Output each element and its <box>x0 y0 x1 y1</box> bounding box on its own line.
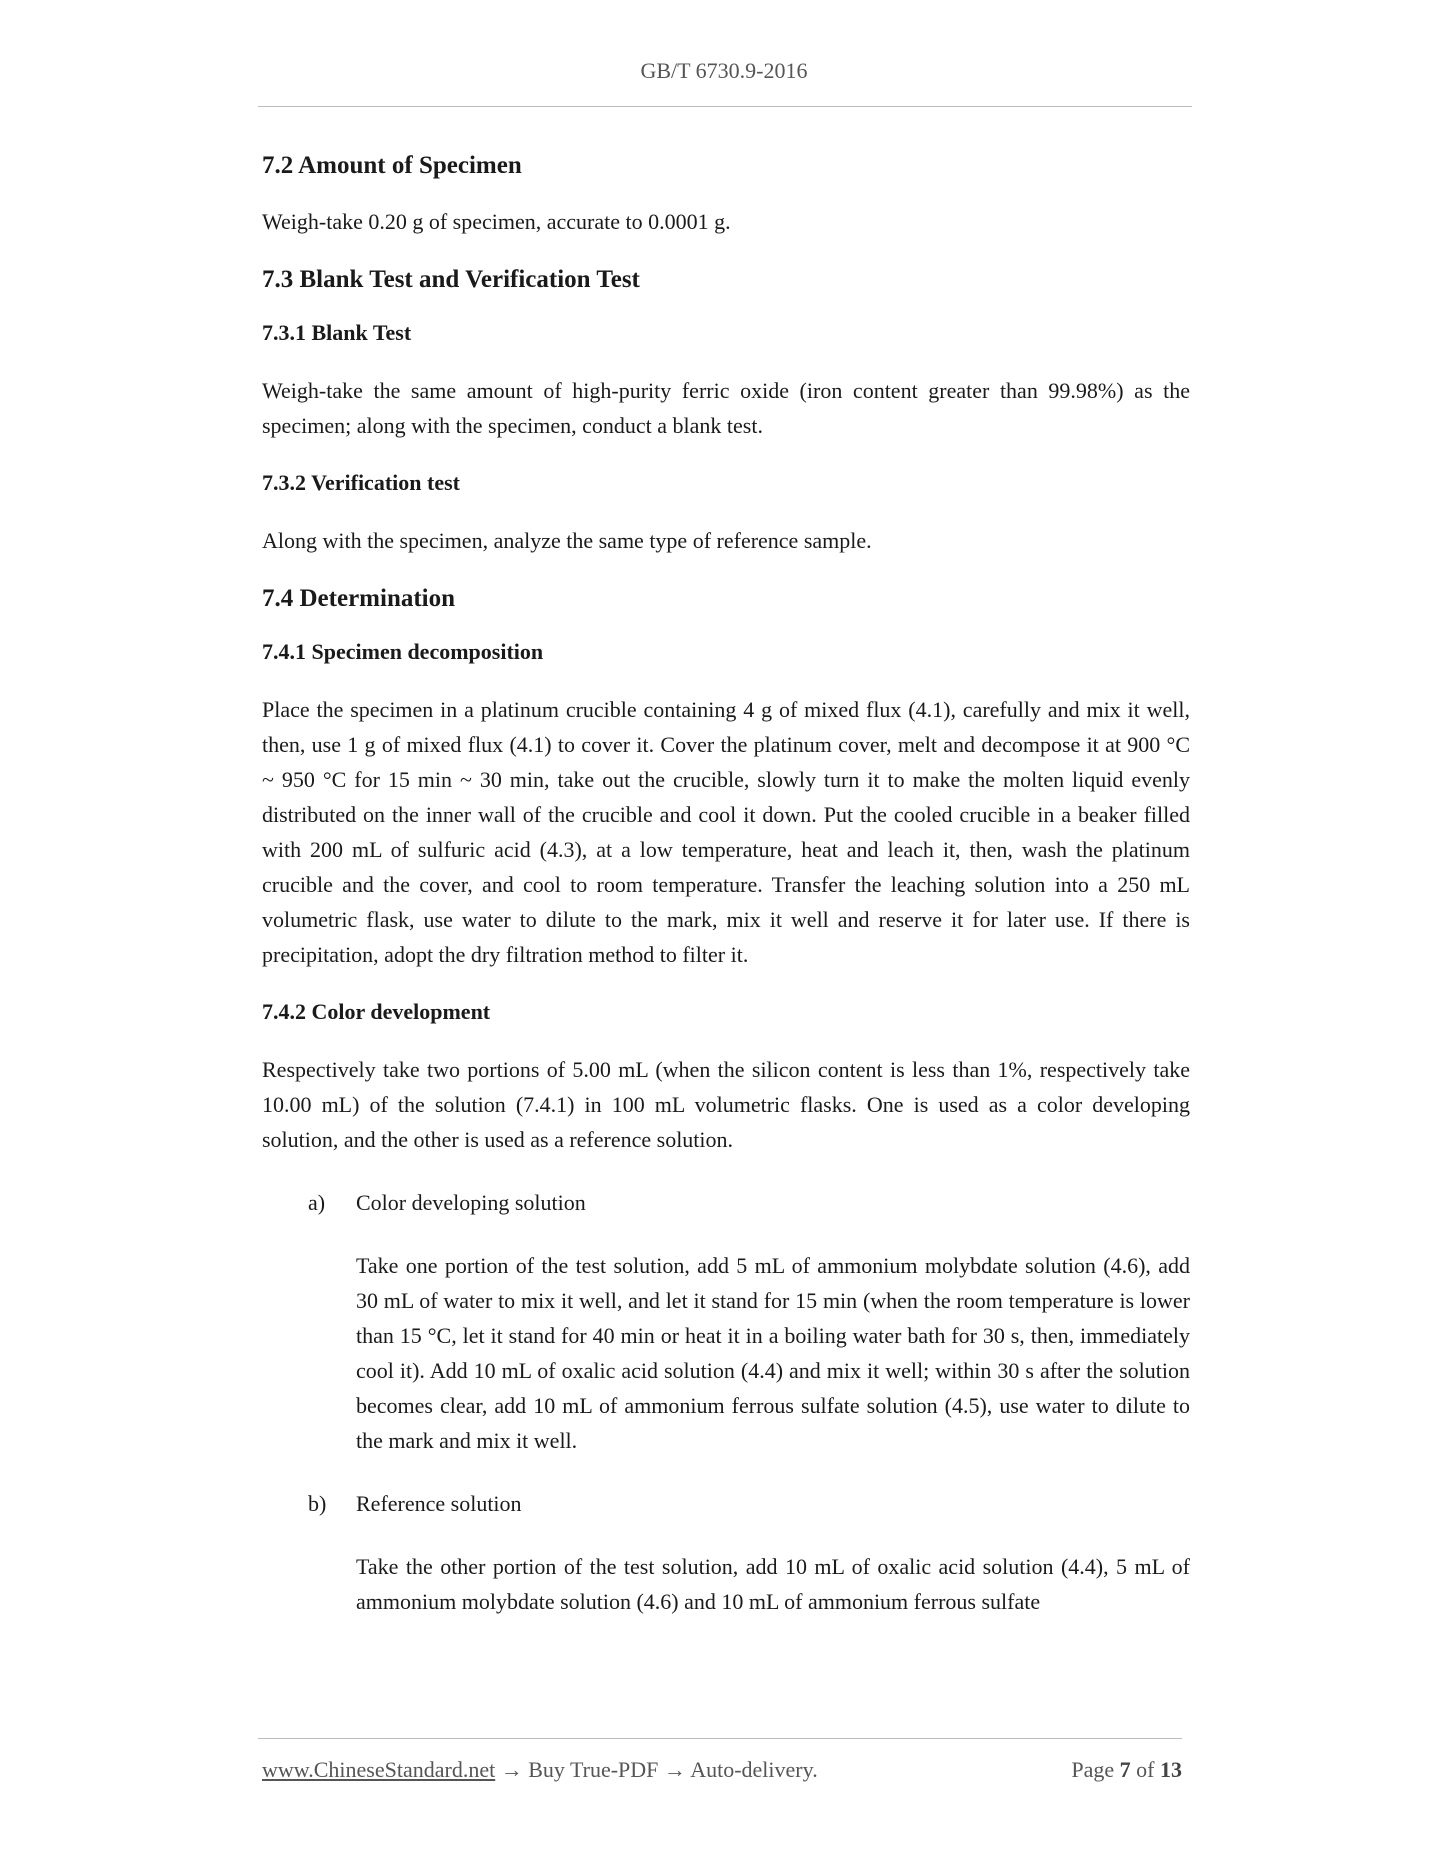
page-label: Page <box>1071 1757 1115 1782</box>
page-current: 7 <box>1119 1757 1131 1782</box>
list-item-label: Reference solution <box>356 1491 522 1516</box>
list-marker: a) <box>308 1190 326 1215</box>
page-of-label: of <box>1136 1757 1155 1782</box>
header-divider <box>258 106 1192 107</box>
section-heading-7-4: 7.4 Determination <box>262 585 456 612</box>
website-link[interactable]: www.ChineseStandard.net <box>262 1757 496 1782</box>
list-item-label: Color developing solution <box>356 1190 586 1215</box>
list-marker: b) <box>308 1491 327 1516</box>
section-body-7-2: Weigh-take 0.20 g of specimen, accurate to 0.0001 g. <box>262 209 731 234</box>
document-body <box>262 150 1190 1619</box>
right-arrow-icon: → <box>500 1757 523 1782</box>
page-indicator <box>1071 1757 1182 1783</box>
footer-promo-buy: Buy True-PDF <box>528 1757 659 1782</box>
section-heading-7-3-2: 7.3.2 Verification test <box>262 470 460 495</box>
section-heading-7-4-2: 7.4.2 Color development <box>262 999 491 1024</box>
page-footer <box>262 1757 1182 1783</box>
list-item-b <box>262 1486 1190 1521</box>
footer-left <box>262 1757 818 1783</box>
footer-promo-delivery: Auto-delivery. <box>690 1757 818 1782</box>
section-body-7-3-2: Along with the specimen, analyze the same type of reference sample. <box>262 528 872 553</box>
list-item-body-a: Take one portion of the test solution, add 5 mL of ammonium molybdate solution (4.6), add 30 mL of water to mix it well, and let it stand for 15 min (when the room temperature is lower than 15 °C, let it stand for 40 min or heat it in a boiling water bath for 30 s, then, immediately cool it). Add 10 mL of oxalic acid solution (4.4) and mix it well; within 30 s after the solution becomes clear, add 10 mL of ammonium ferrous sulfate solution (4.5), use water to dilute to the mark and mix it well. <box>356 1253 1190 1453</box>
section-body-7-3-1: Weigh-take the same amount of high-purity ferric oxide (iron content greater than 99.98%) as the specimen; along with the specimen, conduct a blank test. <box>262 378 1190 438</box>
list-item-a <box>262 1185 1190 1220</box>
right-arrow-icon: → <box>663 1757 686 1782</box>
document-header: GB/T 6730.9-2016 <box>640 58 808 83</box>
section-heading-7-2: 7.2 Amount of Specimen <box>262 152 522 179</box>
footer-divider <box>258 1738 1182 1739</box>
section-heading-7-4-1: 7.4.1 Specimen decomposition <box>262 639 544 664</box>
section-heading-7-3: 7.3 Blank Test and Verification Test <box>262 266 640 293</box>
section-heading-7-3-1: 7.3.1 Blank Test <box>262 320 412 345</box>
section-body-7-4-1: Place the specimen in a platinum crucible containing 4 g of mixed flux (4.1), carefully and mix it well, then, use 1 g of mixed flux (4.1) to cover it. Cover the platinum cover, melt and decompose it at 900 °C ~ 950 °C for 15 min ~ 30 min, take out the crucible, slowly turn it to make the molten liquid evenly distributed on the inner wall of the crucible and cool it down. Put the cooled crucible in a beaker filled with 200 mL of sulfuric acid (4.3), at a low temperature, heat and leach it, then, wash the platinum crucible and the cover, and cool to room temperature. Transfer the leaching solution into a 250 mL volumetric flask, use water to dilute to the mark, mix it well and reserve it for later use. If there is precipitation, adopt the dry filtration method to filter it. <box>262 697 1190 967</box>
section-body-7-4-2: Respectively take two portions of 5.00 mL (when the silicon content is less than 1%, respectively take 10.00 mL) of the solution (7.4.1) in 100 mL volumetric flasks. One is used as a color developing solution, and the other is used as a reference solution. <box>262 1057 1190 1152</box>
list-item-body-b: Take the other portion of the test solution, add 10 mL of oxalic acid solution (4.4), 5 mL of ammonium molybdate solution (4.6) and 10 mL of ammonium ferrous sulfate <box>356 1554 1190 1614</box>
page-total: 13 <box>1160 1757 1182 1782</box>
